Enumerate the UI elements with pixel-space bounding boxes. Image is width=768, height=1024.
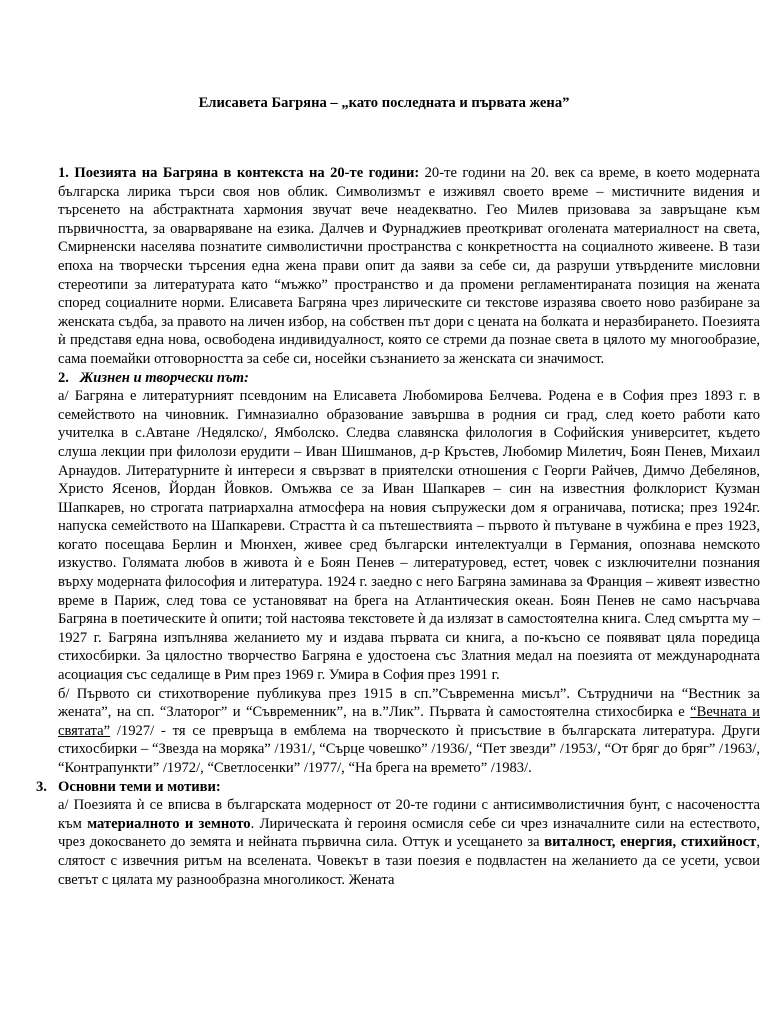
section-1-heading: 1. Поезията на Багряна в контекста на 20-те години: (58, 165, 420, 181)
section-2-paragraph-a: а/ Багряна е литературният псевдоним на Елисавета Любомирова Белчева. Родена е в София през 1893 г. в семейството на чиновник. Гимназиално образование завършва в родния си град, след което работи като учителка в с.Автане /Недялско/, Ямболско. Следва славянска филология в Софийския университет, където слуша лекции при филолози ерудити – Иван Шишманов, д-р Кръстев, Любомир Милетич, Боян Пенев, Михаил Арнаудов. Литературните ѝ интереси я свързват в приятелски отношения с Георги Райчев, Димчо Дебелянов, Христо Ясенов, Йордан Йовков. Омъжва се за Иван Шапкарев – син на известния фолклорист Кузман Шапкарев, но строгата патриархална атмосфера на новия съпружески дом я ограничава, потиска; през 1924г. напуска семейството на Шапкареви. Страстта ѝ са пътешествията – първото ѝ пътуване в чужбина е през 1923, когато посещава Берлин и Мюнхен, живее сред български интелектуалци в Германия, опознава немското изкуство. Голямата любов в живота ѝ е Боян Пенев – литературовед, естет, човек с изключителни познания върху модерната философия и литература. 1924 г. заедно с него Багряна заминава за Франция – живеят известно време в Париж, след това се установяват на брега на Атлантическия океан. Боян Пенев не само насърчава Багряна в поетическите ѝ опити; той настоява текстовете ѝ да излязат в самостоятелна книга. След смъртта му – 1927 г. Багряна изпълнява желанието му и издава първата си книга, а по-късно се появяват цяла поредица стихосбирки. За цялостно творчество Багряна е удостоена със Златния медал на поезията от международната асоциация със седалище в Рим през 1969 г. Умира в София през 1991 г. (58, 388, 760, 684)
emphasis-material: материалното и земното (87, 815, 251, 832)
section-2-heading: 2. Жизнен и творчески път: (58, 369, 249, 386)
section-1-paragraph (58, 164, 760, 369)
section-3-paragraph-a: а/ Поезията ѝ се вписва в българската модерност от 20-те години с антисимволистичния бунт, с насочеността към материалното и земното. Лирическата ѝ героиня осмисля себе си чрез изначалните сили на естеството, чрез докосването до земята и нейната първична сила. Оттук и усещането за виталност, енергия, стихийност, слятост с извечния ритъм на вселената. Човекът в тази поезия е подвластен на желанието да се усети, усвои светът с цялата му разнообразна многоликост. Жената (58, 797, 761, 888)
section-2-paragraph-b: б/ Първото си стихотворение публикува през 1915 в сп.”Съвременна мисъл”. Сътрудничи на “Вестник за жената”, на сп. “Златорог” и “Съвременник”, на в.”Лик”. Първата ѝ самостоятелна стихосбирка е “Вечната и святата” /1927/ - тя се превръща в емблема на творческото ѝ присъствие в българската литература. Други стихосбирки – “Звезда на моряка” /1931/, “Сърце човешко” /1936/, “Пет звезди” /1953/, “От бряг до бряг” /1963/, “Контрапункти” /1972/, “Светлосенки” /1977/, “На брега на времето” /1983/. (58, 685, 760, 776)
section-3-heading: 3. Основни теми и мотиви: (36, 778, 221, 795)
book-title-vechnata-i-svyatata: “Вечната и святата” (58, 704, 760, 739)
document-body (36, 164, 761, 889)
section-1-text: 20-те години на 20. век са време, в което модерната българска лирика търси своя нов облик. Символизмът е изживял своето време – мистичните видения и търсенето на абстрактната хармония звучат вече неадекватно. Гео Милев призовава за завръщане към първичността, за оварваряване на езика. Далчев и Фурнаджиев преоткриват оголената материалност на света, Смирненски населява познатите символистични пространства с конкретността на социалното живеене. В тази епоха на творчески търсения една жена прави опит да заяви за себе си, да разруши утвърдените мисловни стереотипи за литературата като “мъжко” пространство и да промени регламентираната позиция на жената според социалните норми. Елисавета Багряна чрез лирическите си текстове изразява своето ново разбиране за женската съдба, за правото на личен избор, на собствен път дори с цената на болката и неразбирането. Поезията ѝ представя една нова, освободена индивидуалност, която се стреми да познае света в цялото му многообразие, сама поемайки отговорността за себе си, носейки съзнанието за женската си значимост. (58, 165, 761, 367)
document-title: Елисавета Багряна – „като последната и първата жена” (198, 95, 570, 111)
emphasis-vitality: виталност, енергия, стихийност (544, 834, 757, 851)
